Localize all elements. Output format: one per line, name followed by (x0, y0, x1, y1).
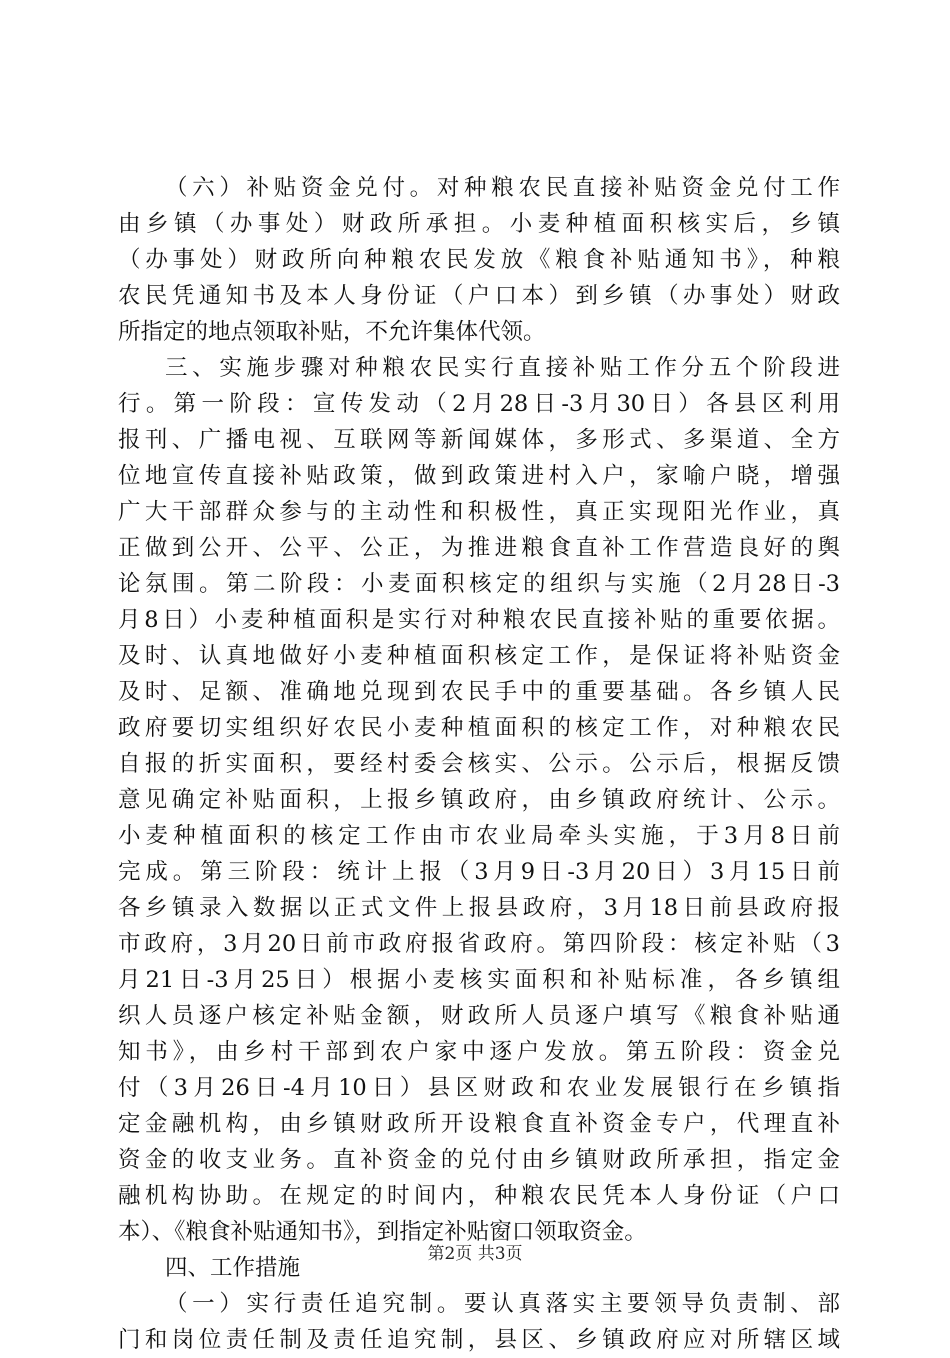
text-line: （办事处）财政所向种粮农民发放《粮食补贴通知书》，种粮 (118, 247, 840, 273)
document-body (118, 170, 840, 1358)
text-line: 小麦种植面积的核定工作由市农业局牵头实施，于3月8日前 (118, 823, 840, 849)
text-line: （一）实行责任追究制。要认真落实主要领导负责制、部 (165, 1291, 840, 1317)
text-line: 知书》，由乡村干部到农户家中逐户发放。第五阶段：资金兑 (118, 1039, 840, 1065)
text-line: 及时、认真地做好小麦种植面积核定工作，是保证将补贴资金 (118, 643, 840, 669)
text-line: 由乡镇（办事处）财政所承担。小麦种植面积核实后，乡镇 (118, 211, 840, 237)
text-line: 付（3月26日-4月10日）县区财政和农业发展银行在乡镇指 (118, 1075, 840, 1101)
text-line: 及时、足额、准确地兑现到农民手中的重要基础。各乡镇人民 (118, 679, 840, 705)
text-line: 行。第一阶段：宣传发动（2月28日-3月30日）各县区利用 (118, 391, 840, 417)
text-line: 报刊、广播电视、互联网等新闻媒体，多形式、多渠道、全方 (118, 427, 840, 453)
page-number-footer: 第2页 共3页 (427, 1244, 523, 1264)
text-line: 自报的折实面积，要经村委会核实、公示。公示后，根据反馈 (118, 751, 840, 777)
text-line: 门和岗位责任制及责任追究制，县区、乡镇政府应对所辖区域 (118, 1327, 840, 1353)
text-line: 定金融机构，由乡镇财政所开设粮食直补资金专户，代理直补 (118, 1111, 840, 1137)
text-line: 政府要切实组织好农民小麦种植面积的核定工作，对种粮农民 (118, 715, 840, 741)
text-line: 三、实施步骤对种粮农民实行直接补贴工作分五个阶段进 (165, 355, 840, 381)
text-line: 农民凭通知书及本人身份证（户口本）到乡镇（办事处）财政 (118, 283, 840, 309)
text-line: 完成。第三阶段：统计上报（3月9日-3月20日）3月15日前 (118, 859, 840, 885)
text-line: 意见确定补贴面积，上报乡镇政府，由乡镇政府统计、公示。 (118, 787, 840, 813)
text-line: 资金的收支业务。直补资金的兑付由乡镇财政所承担，指定金 (118, 1147, 840, 1173)
text-line: （六）补贴资金兑付。对种粮农民直接补贴资金兑付工作 (165, 175, 840, 201)
text-line: 位地宣传直接补贴政策，做到政策进村入户，家喻户晓，增强 (118, 463, 840, 489)
text-line: 各乡镇录入数据以正式文件上报县政府，3月18日前县政府报 (118, 895, 840, 921)
text-line: 正做到公开、公平、公正，为推进粮食直补工作营造良好的舆 (118, 535, 840, 561)
text-line: 论氛围。第二阶段：小麦面积核定的组织与实施（2月28日-3 (118, 571, 840, 597)
text-line: 市政府，3月20日前市政府报省政府。第四阶段：核定补贴（3 (118, 931, 840, 957)
text-line: 月21日-3月25日）根据小麦核实面积和补贴标准，各乡镇组 (118, 967, 840, 993)
text-line: 本）、《粮食补贴通知书》，到指定补贴窗口领取资金。 (118, 1219, 647, 1245)
text-line: 月8日）小麦种植面积是实行对种粮农民直接补贴的重要依据。 (118, 607, 840, 633)
section-heading: 四、工作措施 (165, 1255, 301, 1281)
text-line: 融机构协助。在规定的时间内，种粮农民凭本人身份证（户口 (118, 1183, 840, 1209)
text-line: 织人员逐户核定补贴金额，财政所人员逐户填写《粮食补贴通 (118, 1003, 840, 1029)
text-line: 所指定的地点领取补贴，不允许集体代领。 (118, 319, 546, 345)
text-line: 广大干部群众参与的主动性和积极性，真正实现阳光作业，真 (118, 499, 840, 525)
